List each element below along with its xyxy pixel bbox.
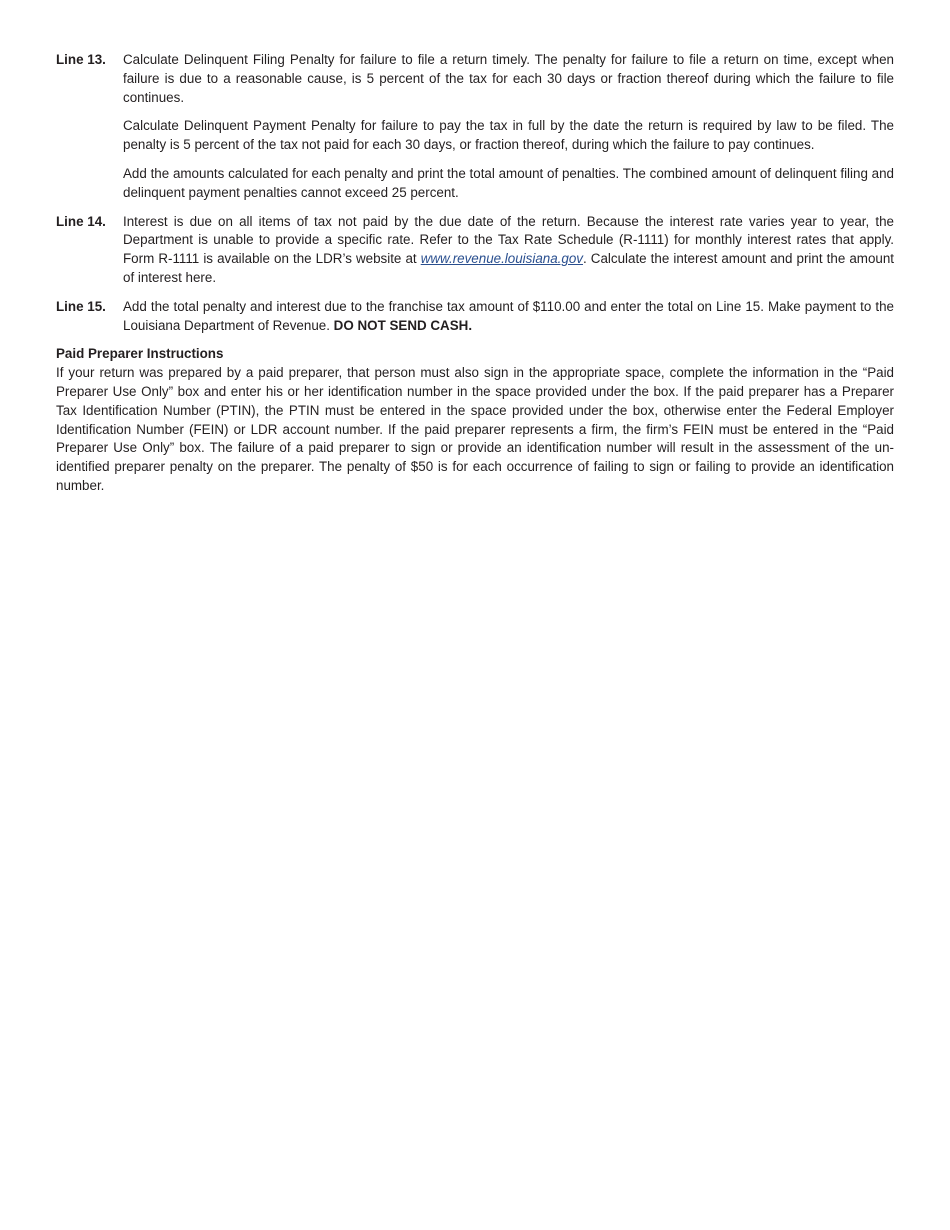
paid-preparer-section (56, 345, 894, 495)
line-15-label: Line 15. (56, 298, 106, 314)
line-13-section (56, 51, 894, 203)
line-14-body (123, 213, 894, 288)
paid-preparer-heading: Paid Preparer Instructions (56, 346, 224, 362)
line-15-text: Add the total penalty and interest due to the franchise tax amount of $110.00 and enter the total on Line 15. Make payment to the Louisiana Department of Revenue. (123, 298, 894, 333)
revenue-website-link[interactable]: www.revenue.louisiana.gov (420, 251, 583, 267)
instructions-page (56, 51, 894, 496)
line-13-label: Line 13. (56, 52, 106, 67)
paid-preparer-text: If your return was prepared by a paid preparer, that person must also sign in the appropriate space, complete the information in the “Paid Preparer Use Only” box and enter his or her identification number in the space provided under the box. If the paid preparer has a Preparer Tax Identification Number (PTIN), the PTIN must be entered in the space provided under the box, otherwise enter the Federal Employer Identification Number (FEIN) or LDR account number. If the paid preparer represents a firm, the firm’s FEIN must be entered in the “Paid Preparer Use Only” box. The failure of a paid preparer to sign or provide an identification number will result in the assessment of the unidentified preparer penalty on the preparer. The penalty of $50 is for each occurrence of failing to sign or failing to provide an identification number. (56, 365, 894, 493)
line-13-total-penalty-text: Add the amounts calculated for each penalty and print the total amount of penalties. The combined amount of delinquent filing and delinquent payment penalties cannot exceed 25 percent. (123, 165, 894, 200)
line-14-text-after-link: . Calculate the interest amount and print the amount of interest here. (123, 251, 895, 285)
do-not-send-cash-warning: DO NOT SEND CASH. (333, 317, 473, 333)
line-14-interest-text (123, 213, 894, 288)
line-14-text-before-link: Interest is due on all items of tax not paid by the due date of the return. Because the interest rate varies year to year, the Department is unable to provide a specific rate. Refer to the Tax Rate Schedule (R-1111) for monthly interest rates that apply. Form R-1111 is available on the LDR’s website at (123, 213, 894, 267)
line-13-filing-penalty-text: Calculate Delinquent Filing Penalty for failure to file a return timely. The penalty for failure to file a return on time, except when failure is due to a reasonable cause, is 5 percent of the tax for each 30 days or fraction thereof during which the failure to file continues. (123, 52, 894, 105)
line-14-section (56, 213, 894, 288)
line-15-payment-text (123, 298, 894, 336)
line-15-body (123, 298, 894, 336)
line-15-section (56, 298, 894, 336)
line-13-body (123, 51, 894, 203)
line-13-payment-penalty-text: Calculate Delinquent Payment Penalty for failure to pay the tax in full by the date the return is required by law to be filed. The penalty is 5 percent of the tax not paid for each 30 days, or fraction thereof, during which the failure to pay continues. (123, 118, 894, 153)
line-14-label: Line 14. (56, 213, 106, 229)
